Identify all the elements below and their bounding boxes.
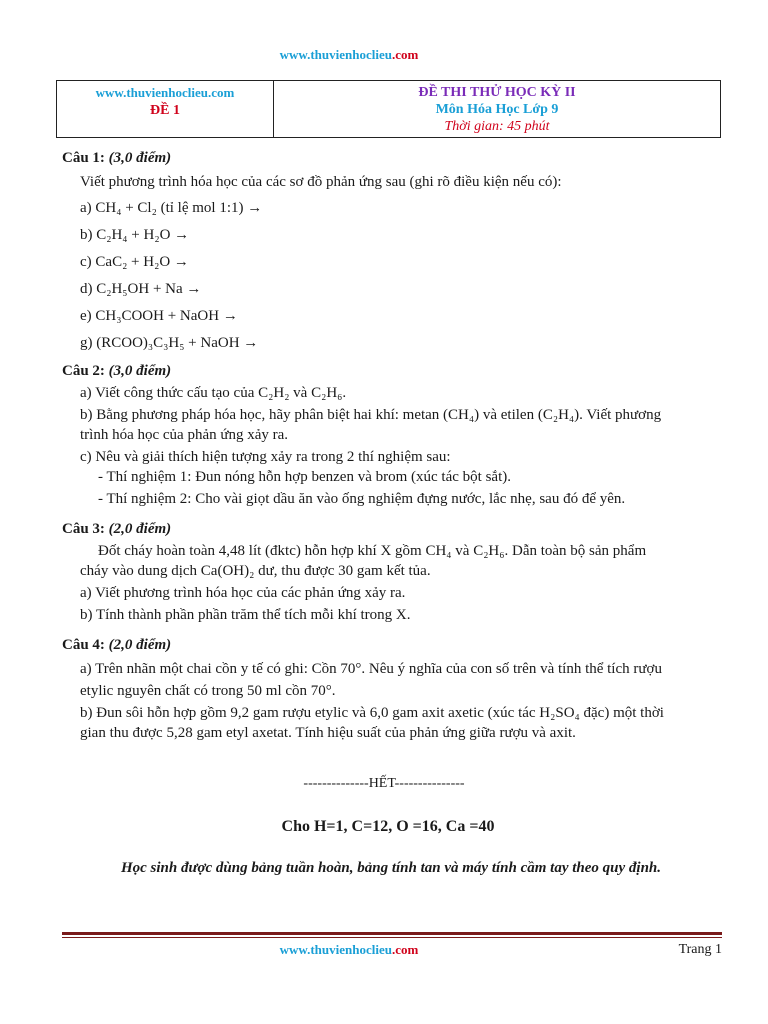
footer-divider-thin: [62, 937, 722, 938]
question-3: [62, 519, 724, 625]
q4-b-line2: gian thu được 5,28 gam etyl axetat. Tính hiệu suất của phản ứng giữa rượu và axit.: [80, 725, 576, 741]
q1-item: b) C₂H₄ + H₂O →: [80, 227, 190, 243]
q1-item: e) CH₃COOH + NaOH →: [80, 308, 238, 324]
q1-item: c) CaC₂ + H₂O →: [80, 254, 189, 270]
q1-item: g) (RCOO)₃C₃H₅ + NaOH →: [80, 335, 259, 351]
site-url-bottom-main: www.thuvienhoclieu: [279, 942, 392, 957]
exam-subject: Môn Hóa Học Lớp 9: [435, 102, 559, 117]
exam-title: ĐỀ THI THỬ HỌC KỲ II: [418, 85, 576, 100]
q2-c-exp2: - Thí nghiệm 2: Cho vài giọt dầu ăn vào ống nghiệm đựng nước, lắc nhẹ, sau đó để yên.: [98, 491, 626, 507]
q2-b-line2: trình hóa học của phản ứng xảy ra.: [80, 427, 289, 443]
header-right-cell: [274, 81, 720, 137]
q1-points: (3,0 điểm): [108, 150, 172, 166]
q2-label: Câu 2:: [62, 363, 105, 379]
q3-line2: cháy vào dung dịch Ca(OH)₂ dư, thu được 30 gam kết tủa.: [80, 563, 431, 579]
site-url-top[interactable]: [0, 47, 698, 63]
question-1: [62, 148, 724, 353]
q1-intro: Viết phương trình hóa học của các sơ đồ phản ứng sau (ghi rõ điều kiện nếu có):: [80, 174, 562, 190]
q2-c-exp1: - Thí nghiệm 1: Đun nóng hỗn hợp benzen và brom (xúc tác bột sắt).: [98, 469, 511, 485]
q2-points: (3,0 điểm): [108, 363, 172, 379]
site-url-top-main: www.thuvienhoclieu: [279, 47, 392, 62]
q4-b-line1: b) Đun sôi hỗn hợp gồm 9,2 gam rượu etylic và 6,0 gam axit axetic (xúc tác H₂SO₄ đặc) một thời: [80, 705, 664, 721]
q4-label: Câu 4:: [62, 637, 105, 653]
exam-time: Thời gian: 45 phút: [444, 119, 550, 134]
q3-points: (2,0 điểm): [108, 521, 172, 537]
q4-a-line1: a) Trên nhãn một chai cồn y tế có ghi: Cồn 70°. Nêu ý nghĩa của con số trên và tính thể tích rượu: [80, 661, 662, 677]
q3-label: Câu 3:: [62, 521, 105, 537]
footer-divider: [62, 932, 722, 935]
q3-b: b) Tính thành phần phần trăm thể tích mỗi khí trong X.: [80, 607, 411, 623]
q1-item: d) C₂H₅OH + Na →: [80, 281, 202, 297]
header-left-cell: [57, 81, 274, 137]
site-url-top-suffix: .com: [391, 47, 419, 62]
atomic-masses: Cho H=1, C=12, O =16, Ca =40: [281, 818, 495, 835]
site-url-bottom[interactable]: [0, 942, 698, 958]
q1-label: Câu 1:: [62, 150, 105, 166]
q2-a: a) Viết công thức cấu tạo của C₂H₂ và C₂H₆.: [80, 385, 347, 401]
exam-content: [62, 148, 724, 743]
page-number: Trang 1: [678, 942, 722, 957]
header-table: [56, 80, 721, 138]
header-site-url[interactable]: www.thuvienhoclieu.com: [95, 85, 235, 100]
q2-c: c) Nêu và giải thích hiện tượng xảy ra trong 2 thí nghiệm sau:: [80, 449, 451, 465]
q2-b-line1: b) Bằng phương pháp hóa học, hãy phân biệt hai khí: metan (CH₄) và etilen (C₂H₄). Viết phương: [80, 407, 662, 423]
q1-item: a) CH₄ + Cl₂ (tỉ lệ mol 1:1) →: [80, 200, 263, 216]
end-marker: --------------HẾT---------------: [303, 776, 465, 791]
q4-points: (2,0 điểm): [108, 637, 172, 653]
exam-code: ĐỀ 1: [150, 103, 180, 118]
site-url-bottom-suffix: .com: [391, 942, 419, 957]
question-4: [62, 635, 724, 743]
question-2: [62, 361, 724, 509]
q3-line1: Đốt cháy hoàn toàn 4,48 lít (đktc) hỗn hợp khí X gồm CH₄ và C₂H₆. Dẫn toàn bộ sản phẩm: [98, 543, 647, 559]
q4-a-line2: etylic nguyên chất có trong 50 ml cồn 70°.: [80, 683, 336, 699]
q3-a: a) Viết phương trình hóa học của các phản ứng xảy ra.: [80, 585, 406, 601]
student-note: Học sinh được dùng bảng tuần hoàn, bảng tính tan và máy tính cầm tay theo quy định.: [120, 860, 662, 876]
